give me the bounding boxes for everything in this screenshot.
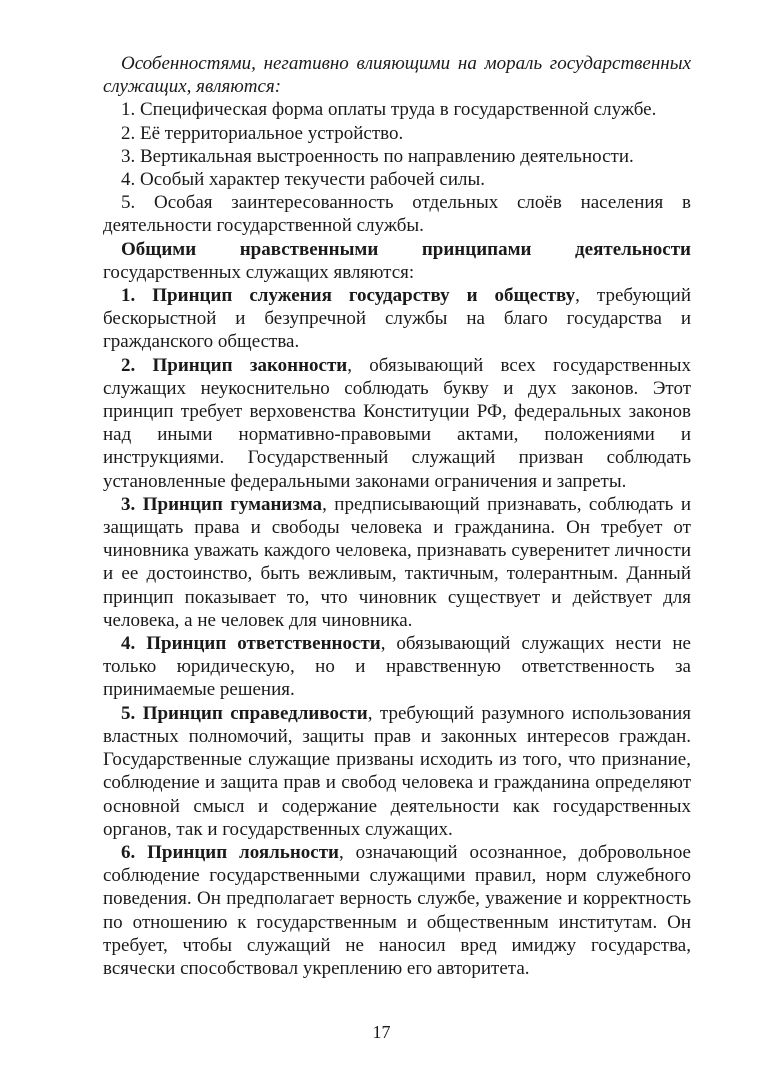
features-lead: Особенностями, негативно влияющими на мораль государственных служащих, являются: [103, 53, 691, 98]
principle-1-text: , требующий бескорыстной и безупречной службы на благо государства и гражданского общества. [103, 285, 691, 353]
principle-1 [103, 284, 691, 354]
principle-2-title: 2. Принцип законности [121, 354, 348, 376]
principle-1-title: 1. Принцип служения государству и обществу [121, 285, 576, 307]
principles-intro-rest: государственных служащих являются: [103, 261, 415, 283]
feature-item-1: 1. Специфическая форма оплаты труда в государственной службе. [121, 99, 657, 121]
principle-5 [103, 702, 691, 841]
feature-item-5: 5. Особая заинтересованность отдельных слоёв населения в деятельности государственной службы. [103, 192, 691, 237]
principle-2 [103, 354, 691, 493]
principle-6-title: 6. Принцип лояльности [121, 841, 339, 863]
principles-intro [103, 238, 691, 284]
principle-2-text: , обязывающий всех государственных служащих неукоснительно соблюдать букву и дух законов. Этот принцип требует верховенства Конституции РФ, федеральных законов над иными нормативно-правовыми актами, положениями и инструкциями. Государственный служащий призван соблюдать установленные федеральными законами ограничения и запреты. [103, 354, 691, 492]
principle-3-text: , предписывающий признавать, соблюдать и защищать права и свободы человека и гражданина. Он требует от чиновника уважать каждого человека, признавать суверенитет личности и ее достоинство, быть вежливым, тактичным, толерантным. Данный принцип показывает то, что чиновник существует и действует для человека, а не человек для чиновника. [103, 493, 691, 631]
feature-item-2: 2. Её территориальное устройство. [121, 122, 404, 144]
principle-4 [103, 632, 691, 702]
feature-item-4: 4. Особый характер текучести рабочей силы. [121, 169, 486, 191]
principle-5-text: , требующий разумного использования властных полномочий, защиты прав и законных интересов граждан. Государственные служащие призваны исходить из того, что признание, соблюдение и защита прав и свобод человека и гражданина определяют основной смысл и содержание деятельности как государственных органов, так и государственных служащих. [103, 702, 691, 840]
principle-6-text: , означающий осознанное, добровольное соблюдение государственными служащими правил, норм служебного поведения. Он предполагает верность службе, уважение и корректность по отношению к государственным и общественным институтам. Он требует, чтобы служащий не наносил вред имиджу государства, всячески способствовал укреплению его авторитета. [103, 841, 691, 979]
principle-3-title: 3. Принцип гуманизма [121, 493, 323, 515]
page-number: 17 [372, 1022, 391, 1042]
principle-4-title: 4. Принцип ответственности [121, 633, 381, 655]
feature-item-3: 3. Вертикальная выстроенность по направлению деятельности. [121, 145, 634, 167]
page-body [103, 52, 691, 980]
principles-intro-term: Общими нравственными принципами деятельности [121, 238, 691, 260]
principle-3 [103, 493, 691, 632]
principle-5-title: 5. Принцип справедливости [121, 702, 368, 724]
principle-6 [103, 841, 691, 980]
principle-4-text: , обязывающий служащих нести не только юридическую, но и нравственную ответственность за принимаемые решения. [103, 633, 691, 701]
